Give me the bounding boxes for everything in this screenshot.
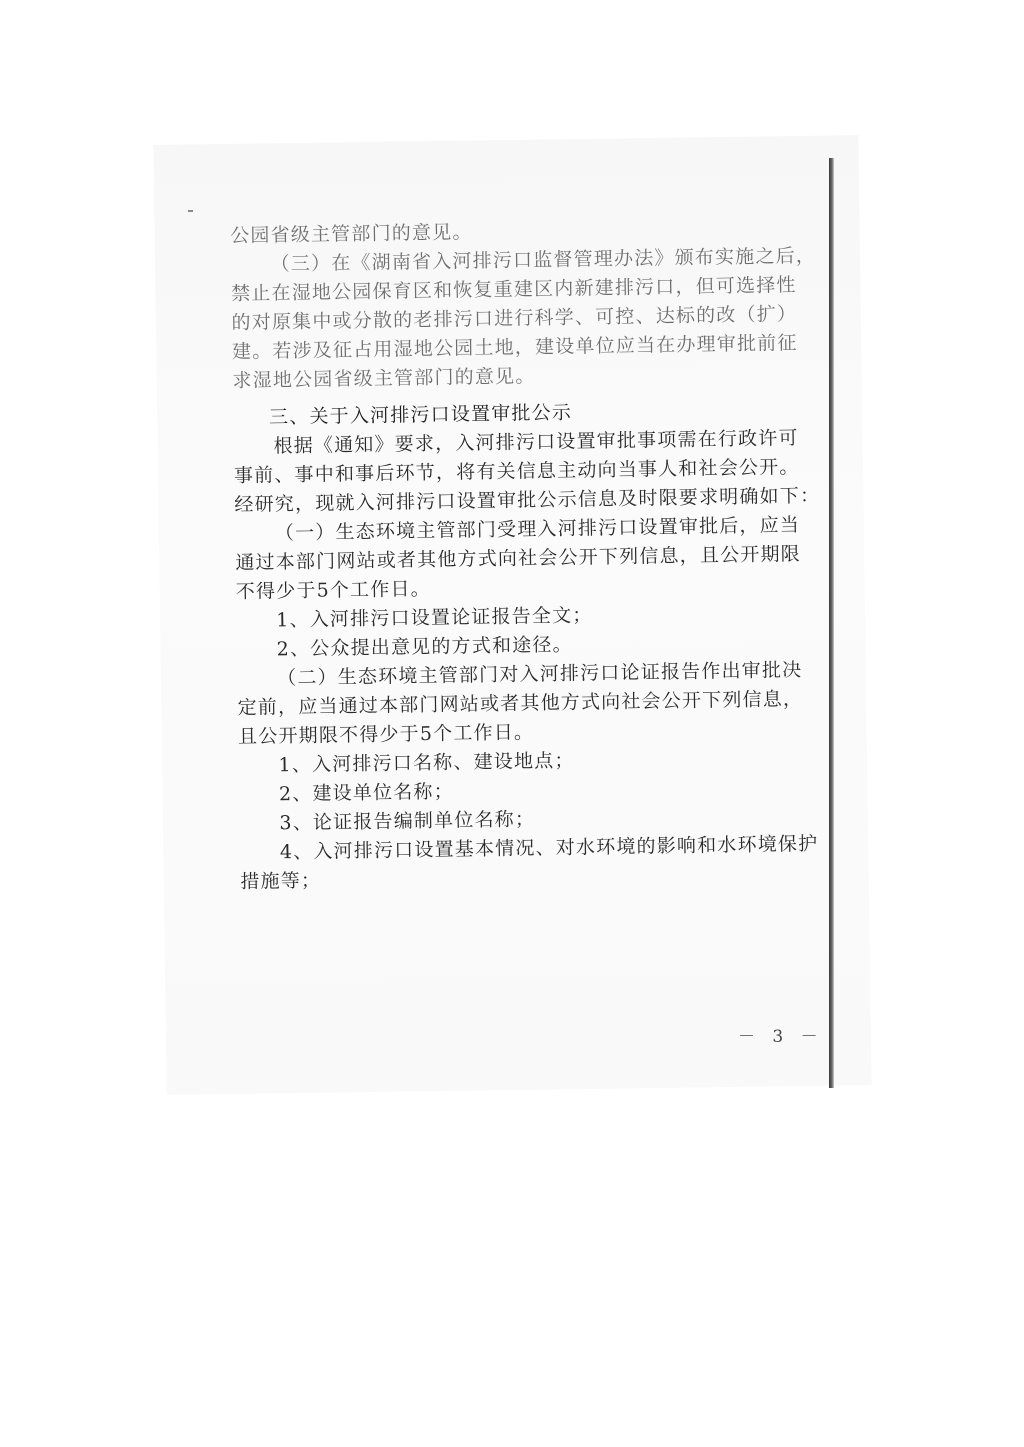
list-item: 3、论证报告编制单位名称； [279, 808, 536, 835]
list-item: 4、入河排污口设置基本情况、对水环境的影响和水环境保护 [279, 832, 819, 864]
paragraph-line: 根据《通知》要求，入河排污口设置审批事项需在行政许可 [273, 427, 799, 458]
paragraph-line: （二）生态环境主管部门对入河排污口论证报告作出审批决 [277, 659, 803, 690]
scan-speck [188, 210, 193, 212]
paragraph-line: 建。若涉及征占用湿地公园土地，建设单位应当在办理审批前征 [231, 332, 798, 363]
list-item: 2、公众提出意见的方式和途径。 [276, 633, 573, 661]
list-item: 1、入河排污口设置论证报告全文； [276, 604, 593, 632]
paragraph-line: 事前、事中和事后环节，将有关信息主动向当事人和社会公开。 [233, 456, 800, 487]
paragraph-line: （三）在《湖南省入河排污口监督管理办法》颁布实施之后， [270, 244, 817, 276]
section-heading: 三、关于入河排污口设置审批公示 [268, 401, 573, 429]
paragraph-line: 的对原集中或分散的老排污口进行科学、可控、达标的改（扩） [231, 303, 798, 334]
scanner-edge-shadow [829, 158, 834, 1088]
paragraph-line: 不得少于5个工作日。 [235, 577, 432, 603]
paragraph-line: 经研究，现就入河排污口设置审批公示信息及时限要求明确如下： [234, 484, 821, 516]
paragraph-line: 且公开期限不得少于5个工作日。 [237, 721, 535, 748]
page-number: － 3 － [738, 1027, 824, 1047]
list-item: 2、建设单位名称； [278, 780, 455, 806]
paragraph-line: 公园省级主管部门的意见。 [230, 221, 473, 247]
list-item: 1、入河排污口名称、建设地点； [278, 749, 575, 777]
paragraph-line: 通过本部门网站或者其他方式向社会公开下列信息，且公开期限 [235, 543, 802, 574]
document-body [230, 213, 821, 897]
paragraph-line: 禁止在湿地公园保育区和恢复重建区内新建排污口，但可选择性 [230, 274, 797, 305]
paragraph-line: 定前，应当通过本部门网站或者其他方式向社会公开下列信息， [237, 688, 804, 719]
paragraph-line: （一）生态环境主管部门受理入河排污口设置审批后，应当 [274, 514, 801, 545]
paragraph-line: 措施等； [240, 869, 322, 893]
paragraph-line: 求湿地公园省级主管部门的意见。 [232, 365, 536, 392]
